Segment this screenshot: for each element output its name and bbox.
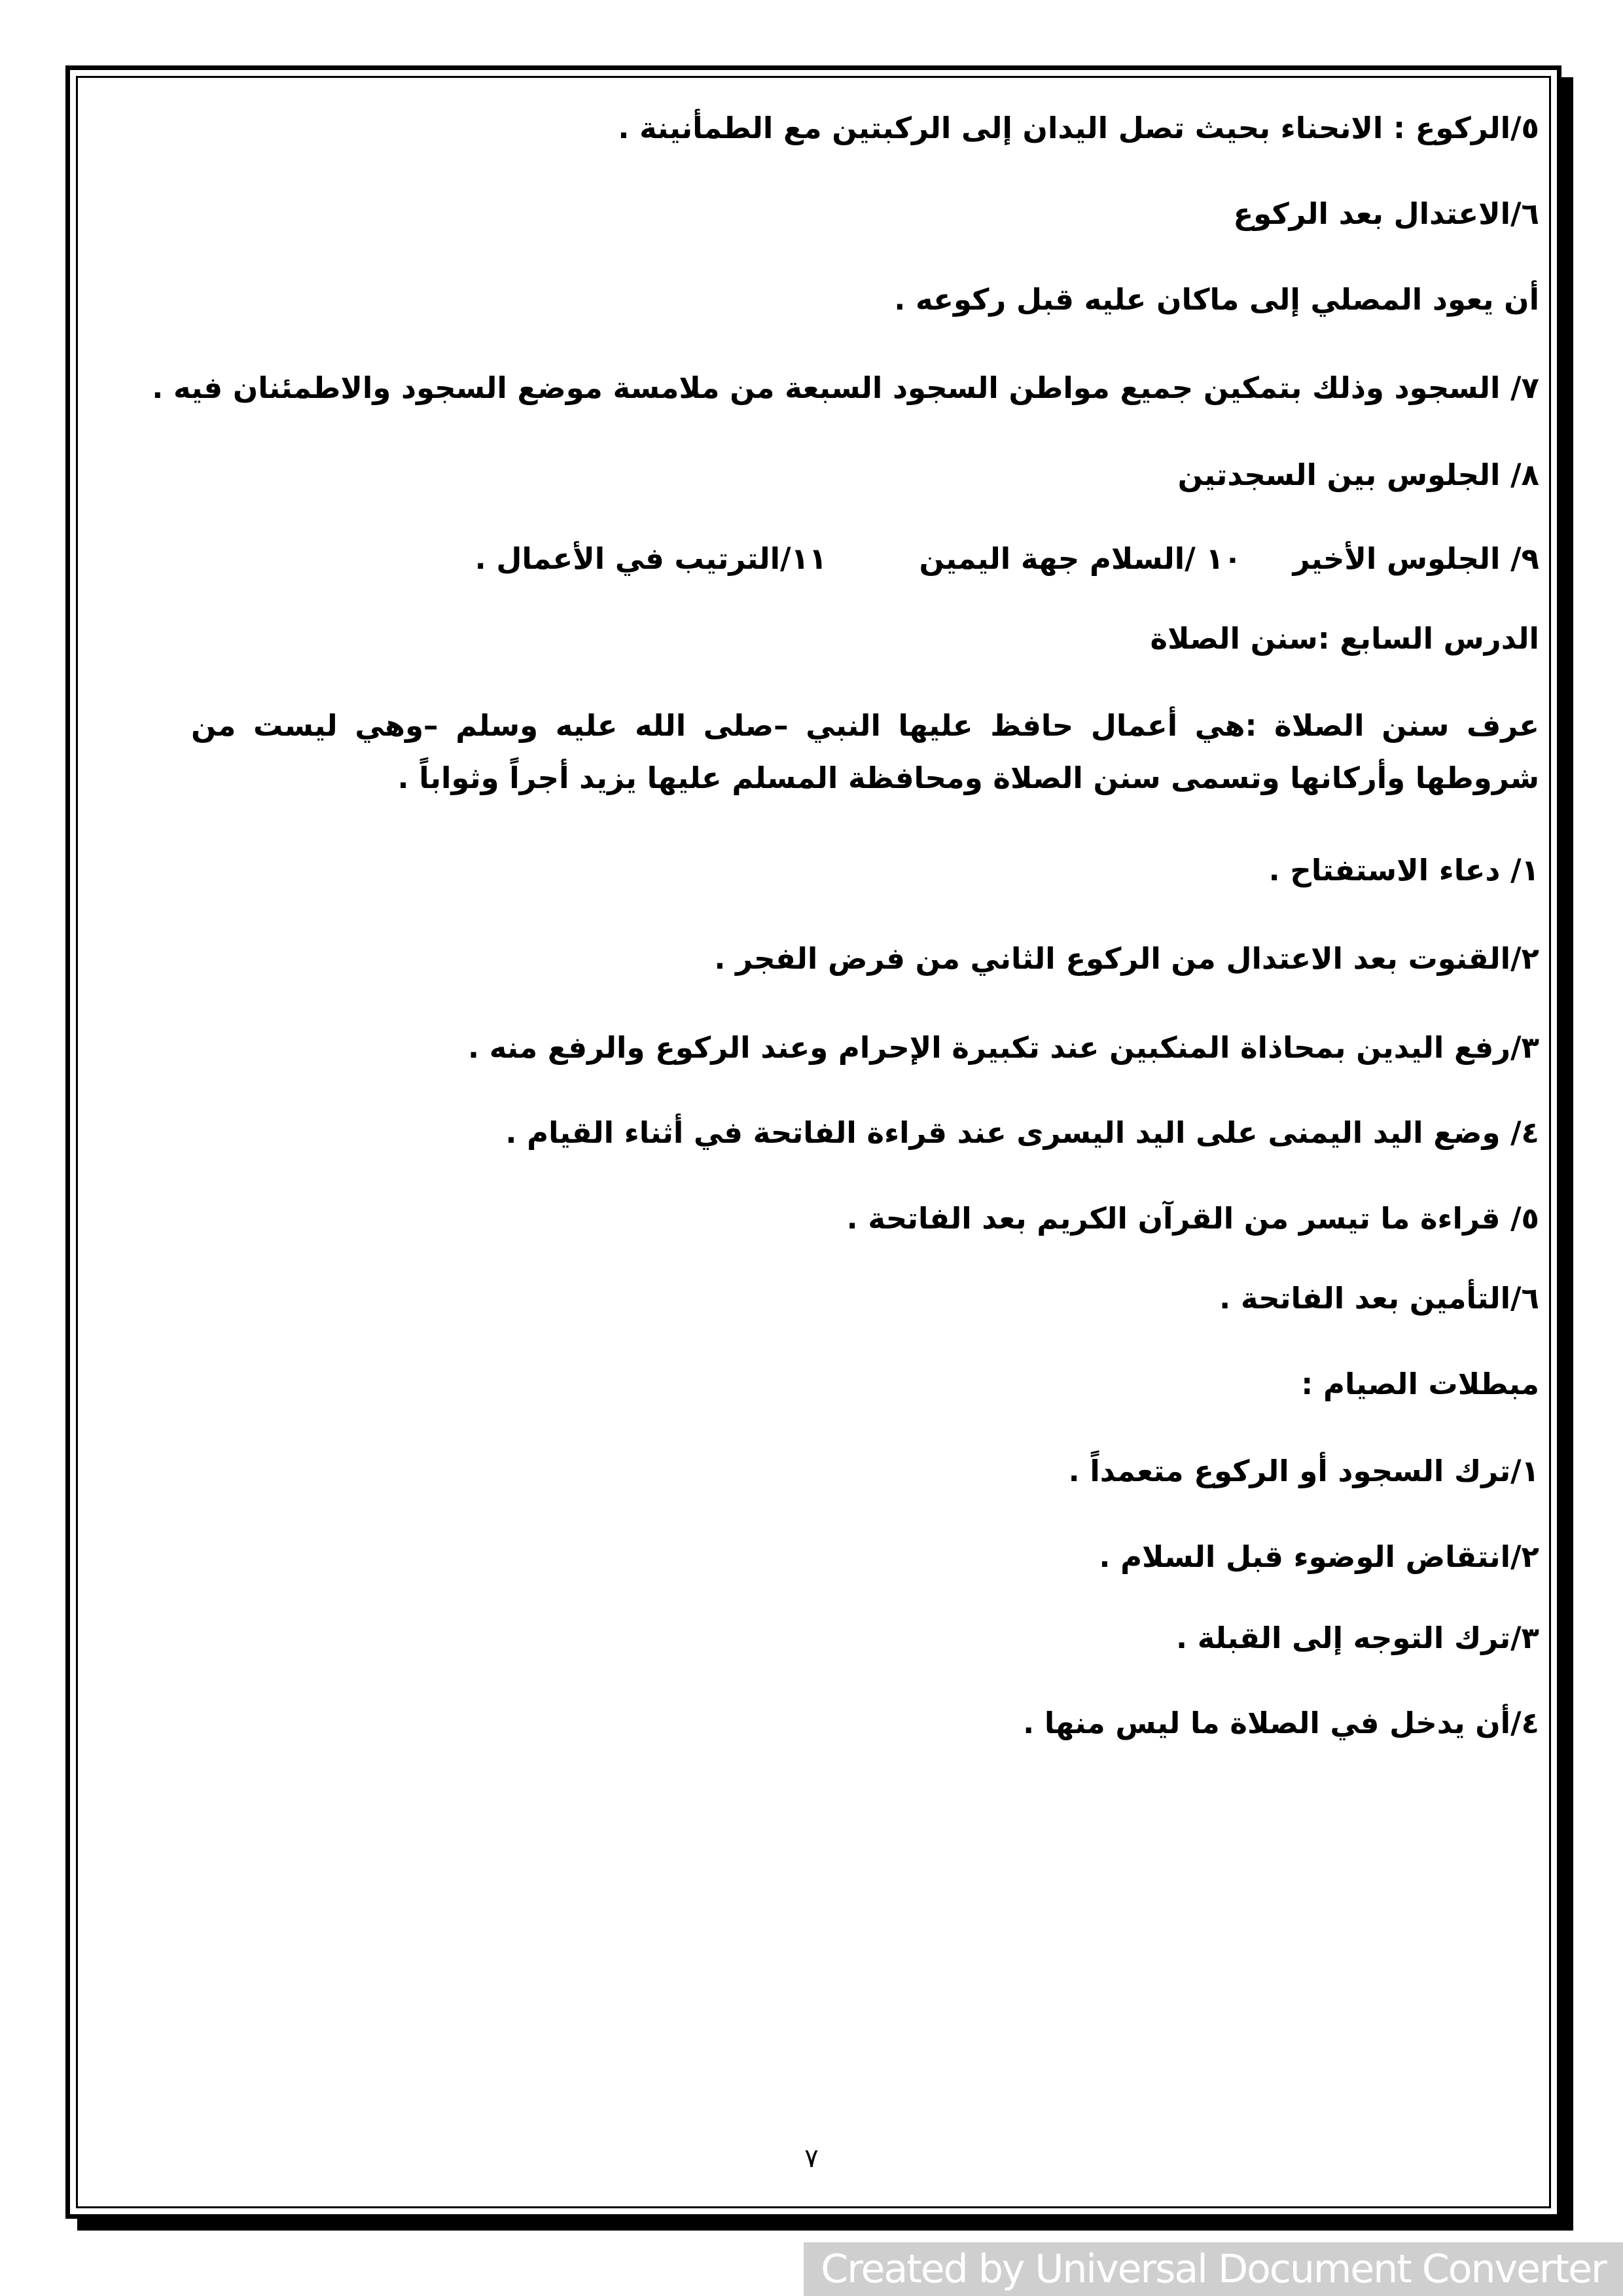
text-line: ٥/الركوع : الانحناء بحيث تصل اليدان إلى الركبتين مع الطمأنينة .	[618, 111, 1539, 145]
text-line: ٨/ الجلوس بين السجدتين	[1177, 457, 1539, 492]
section-heading: مبطلات الصيام :	[1301, 1367, 1539, 1401]
list-item: ٢/انتقاض الوضوء قبل السلام .	[1099, 1539, 1539, 1574]
text-line: ٩/ الجلوس الأخير ١٠ /السلام جهة اليمين ١١/الترتيب في الأعمال .	[474, 541, 1539, 576]
list-item: ٢/القنوت بعد الاعتدال من الركوع الثاني من فرض الفجر .	[714, 941, 1539, 976]
list-item: ١/ دعاء الاستفتاح .	[1268, 853, 1539, 888]
list-item: ٦/التأمين بعد الفاتحة .	[1219, 1281, 1539, 1316]
section-heading: الدرس السابع :سنن الصلاة	[1150, 621, 1539, 656]
text-line: ٧/ السجود وذلك بتمكين جميع مواطن السجود السبعة من ملامسة موضع السجود والاطمئنان فيه .	[152, 370, 1539, 405]
watermark: Created by Universal Document Converter	[804, 2242, 1623, 2296]
list-item: ٤/أن يدخل في الصلاة ما ليس منها .	[1023, 1706, 1539, 1740]
text-line: ٦/الاعتدال بعد الركوع	[1233, 196, 1539, 231]
definition-paragraph: عرف سنن الصلاة :هي أعمال حافظ عليها النبي –صلى الله عليه وسلم –وهي ليست من شروطها وأركانها وتسمى سنن الصلاة ومحافظة المسلم عليها يزيد أجراً وثواباً .	[191, 708, 1539, 795]
list-item: ١/ترك السجود أو الركوع متعمداً .	[1068, 1454, 1539, 1488]
list-item: ٤/ وضع اليد اليمنى على اليد اليسرى عند قراءة الفاتحة في أثناء القيام .	[505, 1115, 1539, 1150]
list-item: ٣/رفع اليدين بمحاذاة المنكبين عند تكبيرة الإحرام وعند الركوع والرفع منه .	[467, 1030, 1539, 1065]
list-item: ٥/ قراءة ما تيسر من القرآن الكريم بعد الفاتحة .	[846, 1201, 1539, 1236]
list-item: ٣/ترك التوجه إلى القبلة .	[1175, 1621, 1539, 1655]
text-line: أن يعود المصلي إلى ماكان عليه قبل ركوعه .	[894, 282, 1539, 317]
page-number: ٧	[804, 2144, 819, 2174]
